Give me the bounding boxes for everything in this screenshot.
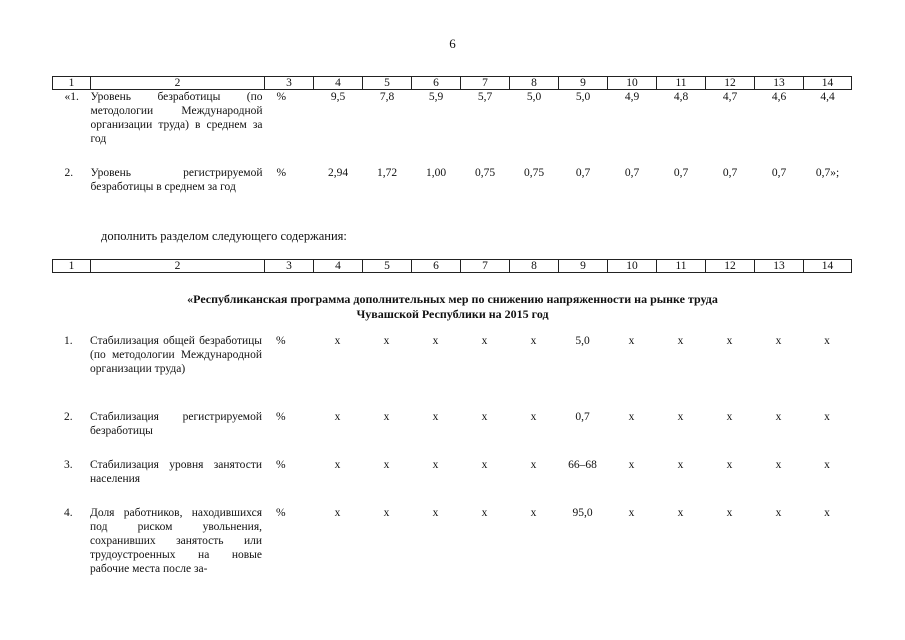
column-number-8: 8 [510,260,559,273]
column-number-6: 6 [412,260,461,273]
column-number-2: 2 [91,77,265,90]
unit-cell: % [276,411,286,423]
value-cell: х [432,507,439,519]
value-cell: 2,94 [327,166,349,179]
value-cell: х [726,335,733,347]
value-cell: х [824,507,830,519]
value-cell: х [677,507,684,519]
value-cell: 0,7 [624,166,640,179]
value-cell: х [383,335,390,347]
value-cell: х [677,411,684,423]
column-number-9: 9 [559,77,608,90]
value-cell: 4,8 [673,91,689,103]
indicators-table-2 [52,334,851,576]
value-cell: х [677,335,684,347]
column-number-row [53,77,852,90]
value-cell: х [628,507,635,519]
column-number-1: 1 [53,260,91,273]
section-title-line-2: Чувашской Республики на 2015 год [356,307,549,321]
section-title-line-1: «Республиканская программа дополнительных мер по снижению напряженности на рынке труда [187,292,718,306]
value-cell: 4,7 [722,91,738,103]
value-cell: 4,9 [624,91,640,103]
column-number-9: 9 [559,260,608,273]
value-cell: 95,0 [572,507,593,519]
column-number-8: 8 [510,77,559,90]
value-cell: 5,7 [477,91,493,103]
column-number-10: 10 [608,260,657,273]
value-cell: х [432,459,439,471]
value-cell: 0,7»; [815,166,840,179]
column-number-10: 10 [608,77,657,90]
column-number-14: 14 [804,260,852,273]
value-cell: х [530,411,537,423]
column-number-12: 12 [706,260,755,273]
value-cell: х [775,459,782,471]
column-number-4: 4 [314,77,363,90]
unit-cell: % [276,459,286,471]
table-row [52,334,851,410]
value-cell: 4,4 [820,91,835,103]
value-cell: х [726,459,733,471]
value-cell: 7,8 [379,91,395,103]
value-cell: х [775,507,782,519]
value-cell: 0,7 [722,166,738,179]
value-cell: 0,7 [771,166,787,179]
value-cell: х [628,459,635,471]
value-cell: 1,72 [376,166,398,179]
row-number: 2. [64,411,73,423]
value-cell: х [824,335,830,347]
column-number-3: 3 [265,77,314,90]
column-number-13: 13 [755,260,804,273]
row-number: 2. [64,166,74,179]
indicator-name: Стабилизация общей безработицы (по методологии Международной организации труда) [90,335,262,375]
value-cell: х [481,335,488,347]
value-cell: х [383,507,390,519]
column-number-4: 4 [314,260,363,273]
indicator-name: Доля работников, находившихся под риском увольнения, сохранивших занятость или трудоустроенных на новые рабочие места после за- [90,507,262,575]
value-cell: 4,6 [771,91,787,103]
value-cell: х [775,335,782,347]
column-number-11: 11 [657,260,706,273]
indicator-name: Уровень регистрируемой безработицы в среднем за год [90,166,263,193]
value-cell: х [726,411,733,423]
column-number-6: 6 [412,77,461,90]
value-cell: х [481,459,488,471]
value-cell: х [432,335,439,347]
column-number-7: 7 [461,260,510,273]
value-cell: 5,0 [575,335,590,347]
section-title [0,292,905,322]
value-cell: 0,7 [575,411,590,423]
table-row [52,506,851,576]
column-number-2: 2 [91,260,265,273]
value-cell: х [383,411,390,423]
value-cell: 5,0 [526,91,542,103]
column-number-12: 12 [706,77,755,90]
value-cell: х [383,459,390,471]
value-cell: 0,75 [523,166,545,179]
column-number-11: 11 [657,77,706,90]
unit-cell: % [276,507,286,519]
value-cell: х [824,411,830,423]
value-cell: х [432,411,439,423]
indicator-name: Стабилизация регистрируемой безработицы [90,411,262,437]
value-cell: х [824,459,830,471]
unit-cell: % [276,166,287,179]
row-number: «1. [64,91,79,103]
row-number: 3. [64,459,73,471]
indicator-name: Стабилизация уровня занятости населения [90,459,262,485]
table-row [53,90,852,166]
value-cell: 0,7 [575,166,591,179]
value-cell: х [334,459,341,471]
column-number-5: 5 [363,77,412,90]
column-number-1: 1 [53,77,91,90]
unit-cell: % [276,335,286,347]
value-cell: 1,00 [425,166,447,179]
value-cell: 5,9 [428,91,444,103]
page-number: 6 [449,36,456,51]
row-number: 4. [64,507,73,519]
value-cell: х [530,459,537,471]
value-cell: 9,5 [330,91,346,103]
value-cell: 0,75 [474,166,496,179]
value-cell: х [334,335,341,347]
column-number-14: 14 [804,77,852,90]
value-cell: х [481,411,488,423]
indicator-name: Уровень безработицы (по методологии Международной организации труда) в среднем за год [90,91,263,145]
value-cell: х [726,507,733,519]
table-row [53,166,852,226]
table-row [52,458,851,506]
value-cell: 0,7 [673,166,689,179]
value-cell: х [775,411,782,423]
value-cell: 5,0 [575,91,591,103]
amendment-note: дополнить разделом следующего содержания: [101,229,347,243]
value-cell: 66–68 [568,459,597,471]
column-number-row [53,260,852,273]
column-number-13: 13 [755,77,804,90]
column-number-5: 5 [363,260,412,273]
indicators-table-2-header [52,259,852,273]
value-cell: х [628,411,635,423]
value-cell: х [334,411,341,423]
column-number-3: 3 [265,260,314,273]
value-cell: х [530,507,537,519]
value-cell: х [334,507,341,519]
value-cell: х [677,459,684,471]
value-cell: х [481,507,488,519]
unit-cell: % [276,91,287,103]
value-cell: х [530,335,537,347]
row-number: 1. [64,335,73,347]
table-row [52,410,851,458]
value-cell: х [628,335,635,347]
indicators-table-1 [52,76,852,226]
column-number-7: 7 [461,77,510,90]
